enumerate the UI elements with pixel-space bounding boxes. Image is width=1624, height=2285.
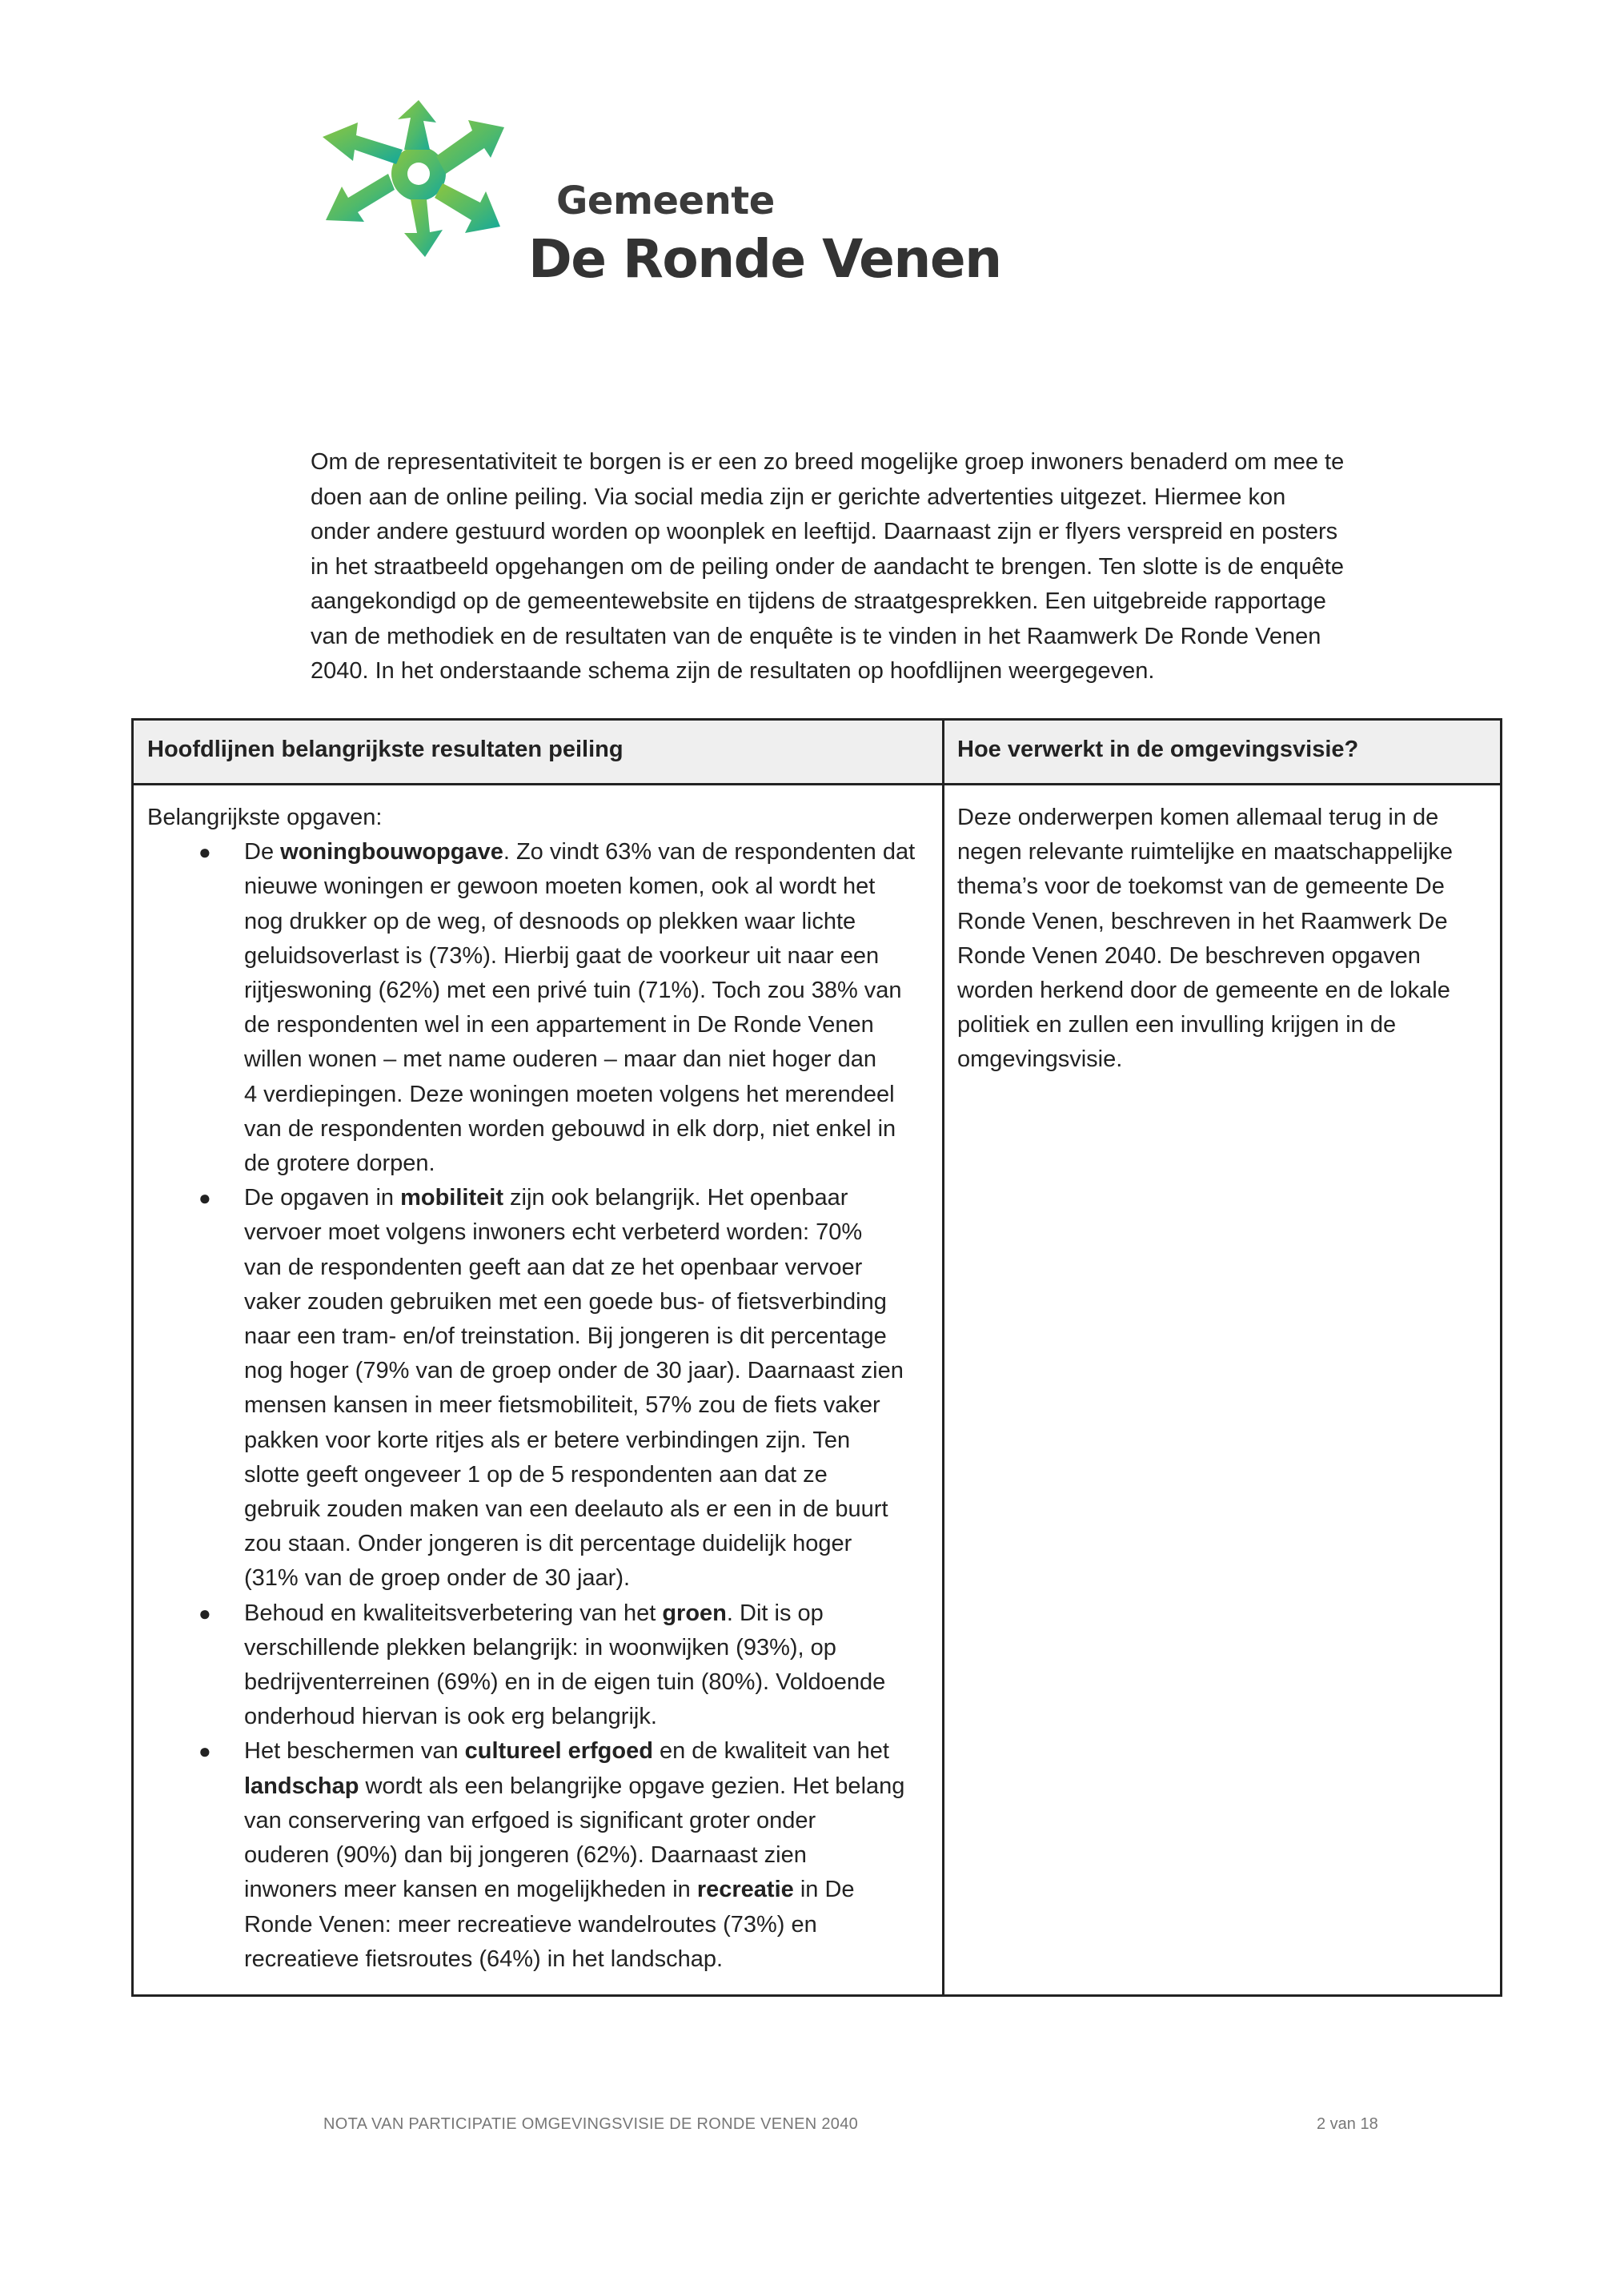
bullet-line: inwoners meer kansen en mogelijkheden in recreatie in De xyxy=(244,1877,855,1903)
bullet-line: mensen kansen in meer fietsmobiliteit, 57% zou de fiets vaker xyxy=(244,1392,880,1419)
bullet-line: Behoud en kwaliteitsverbetering van het groen. Dit is op xyxy=(244,1600,824,1626)
bullet-line: 4 verdiepingen. Deze woningen moeten volgens het merendeel xyxy=(244,1081,895,1107)
bullet-line: onderhoud hiervan is ook erg belangrijk. xyxy=(244,1704,657,1730)
bullet-line: zou staan. Onder jongeren is dit percentage duidelijk hoger xyxy=(244,1531,852,1557)
logo-text-name: De Ronde Venen xyxy=(528,228,1001,290)
list-item xyxy=(147,1596,932,1735)
bullet-line: landschap wordt als een belangrijke opgave gezien. Het belang xyxy=(244,1773,905,1799)
footer-document-title: NOTA VAN PARTICIPATIE OMGEVINGSVISIE DE RONDE VENEN 2040 xyxy=(323,2115,859,2133)
intro-paragraph xyxy=(311,445,1399,689)
results-cell xyxy=(147,801,932,1977)
bullet-line: nog drukker op de weg, of desnoods op plekken waar lichte xyxy=(244,908,856,934)
processing-line: politiek en zullen een invulling krijgen in de xyxy=(957,1012,1397,1038)
bullet-line: De woningbouwopgave. Zo vindt 63% van de respondenten dat xyxy=(244,839,916,865)
bullet-icon: ● xyxy=(198,840,211,865)
processing-line: thema’s voor de toekomst van de gemeente De xyxy=(957,873,1445,900)
bullet-line: Het beschermen van cultureel erfgoed en de kwaliteit van het xyxy=(244,1738,889,1765)
bullet-line: verschillende plekken belangrijk: in woonwijken (93%), op xyxy=(244,1634,836,1661)
results-bullet-list xyxy=(147,835,932,1977)
column-divider xyxy=(942,721,944,1994)
bullet-line: nieuwe woningen er gewoon moeten komen, ook al wordt het xyxy=(244,873,876,900)
bullet-line: rijtjeswoning (62%) met een privé tuin (71%). Toch zou 38% van xyxy=(244,978,902,1004)
bullet-line: van de respondenten geeft aan dat ze het openbaar vervoer xyxy=(244,1254,863,1280)
bullet-line: geluidsoverlast is (73%). Hierbij gaat de voorkeur uit naar een xyxy=(244,942,880,969)
intro-line: in het straatbeeld opgehangen om de peiling onder de aandacht te brengen. Ten slotte is de enquête xyxy=(311,553,1344,580)
processing-line: Deze onderwerpen komen allemaal terug in de xyxy=(957,805,1439,830)
bullet-line: gebruik zouden maken van een deelauto als er een in de buurt xyxy=(244,1496,888,1523)
bullet-line: willen wonen – met name ouderen – maar dan niet hoger dan xyxy=(244,1046,876,1073)
bullet-line: van conservering van erfgoed is significant groter onder xyxy=(244,1807,816,1833)
results-intro: Belangrijkste opgaven: xyxy=(147,805,383,830)
processing-line: Ronde Venen 2040. De beschreven opgaven xyxy=(957,942,1421,969)
bullet-line: de respondenten wel in een appartement in De Ronde Venen xyxy=(244,1012,874,1038)
results-table xyxy=(131,718,1502,1997)
bullet-icon: ● xyxy=(198,1186,211,1211)
bullet-line: bedrijventerreinen (69%) en in de eigen tuin (80%). Voldoende xyxy=(244,1669,886,1696)
processing-line: negen relevante ruimtelijke en maatschappelijke xyxy=(957,839,1454,865)
processing-line: Ronde Venen, beschreven in het Raamwerk De xyxy=(957,908,1448,934)
intro-line: onder andere gestuurd worden op woonplek en leeftijd. Daarnaast zijn er flyers verspreid en posters xyxy=(311,519,1338,544)
bullet-line: pakken voor korte ritjes als er betere verbindingen zijn. Ten xyxy=(244,1427,851,1453)
list-item xyxy=(147,835,932,1181)
processing-line: worden herkend door de gemeente en de lokale xyxy=(957,978,1450,1004)
bullet-line: De opgaven in mobiliteit zijn ook belangrijk. Het openbaar xyxy=(244,1185,848,1211)
bullet-line: van de respondenten worden gebouwd in elk dorp, niet enkel in xyxy=(244,1115,896,1142)
bullet-line: de grotere dorpen. xyxy=(244,1151,435,1177)
intro-line: 2040. In het onderstaande schema zijn de resultaten op hoofdlijnen weergegeven. xyxy=(311,658,1155,684)
logo-emblem-icon xyxy=(308,100,532,260)
bullet-line: vervoer moet volgens inwoners echt verbeterd worden: 70% xyxy=(244,1219,863,1246)
intro-line: aangekondigd op de gemeentewebsite en tijdens de straatgesprekken. Een uitgebreide rapportage xyxy=(311,588,1326,614)
bullet-line: ouderen (90%) dan bij jongeren (62%). Daarnaast zien xyxy=(244,1842,807,1869)
footer-page-number: 2 van 18 xyxy=(1317,2115,1378,2133)
intro-line: Om de representativiteit te borgen is er een zo breed mogelijke groep inwoners benaderd om mee te xyxy=(311,449,1345,475)
bullet-line: slotte geeft ongeveer 1 op de 5 respondenten aan dat ze xyxy=(244,1461,828,1488)
bullet-icon: ● xyxy=(198,1600,211,1625)
list-item xyxy=(147,1734,932,1976)
municipality-logo xyxy=(308,100,1001,292)
intro-line: van de methodiek en de resultaten van de enquête is te vinden in het Raamwerk De Ronde Venen xyxy=(311,623,1321,649)
processing-line: omgevingsvisie. xyxy=(957,1046,1123,1073)
bullet-line: nog hoger (79% van de groep onder de 30 jaar). Daarnaast zien xyxy=(244,1358,904,1384)
logo-text-gemeente: Gemeente xyxy=(556,179,775,223)
table-header-processing: Hoe verwerkt in de omgevingsvisie? xyxy=(957,737,1359,762)
table-header-results: Hoofdlijnen belangrijkste resultaten peiling xyxy=(147,737,624,762)
bullet-line: naar een tram- en/of treinstation. Bij jongeren is dit percentage xyxy=(244,1323,887,1350)
processing-cell xyxy=(957,801,1494,1078)
bullet-line: recreatieve fietsroutes (64%) in het landschap. xyxy=(244,1946,724,1972)
intro-line: doen aan de online peiling. Via social media zijn er gerichte advertenties uitgezet. Hiermee kon xyxy=(311,484,1286,510)
table-header-row xyxy=(134,721,1500,785)
bullet-line: (31% van de groep onder de 30 jaar). xyxy=(244,1565,631,1592)
list-item xyxy=(147,1181,932,1596)
bullet-icon: ● xyxy=(198,1739,211,1764)
bullet-line: vaker zouden gebruiken met een goede bus- of fietsverbinding xyxy=(244,1288,887,1315)
bullet-line: Ronde Venen: meer recreatieve wandelroutes (73%) en xyxy=(244,1911,817,1938)
